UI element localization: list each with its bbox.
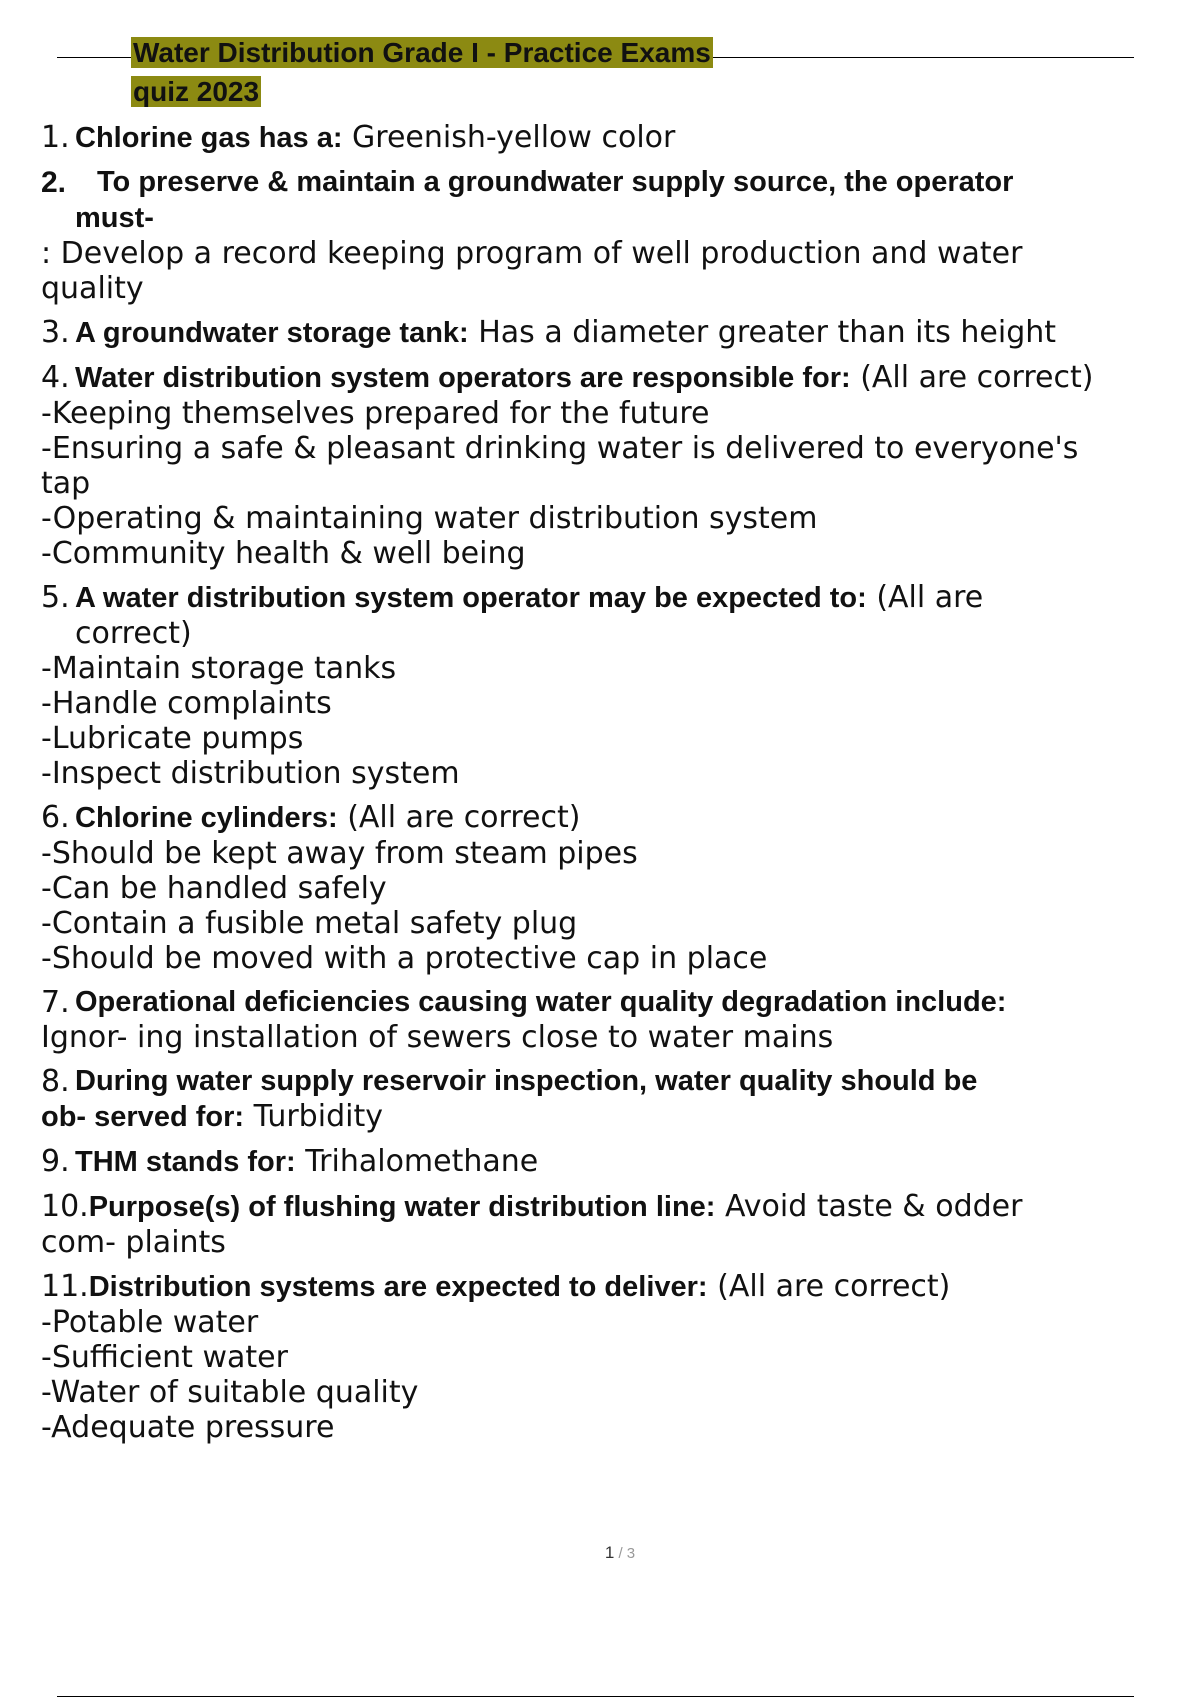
title-line-2: quiz 2023 [133, 76, 260, 107]
answer-text: (All are correct) [337, 800, 581, 835]
answer-text: Greenish-yellow color [342, 120, 676, 155]
question-list [41, 120, 1196, 1454]
answer-text-cont: quality [41, 271, 144, 306]
page-indicator [0, 1543, 1200, 1563]
question-text: Water distribution system operators are responsible for: [75, 362, 851, 394]
question-4 [41, 360, 1196, 571]
question-number: 8. [41, 1064, 70, 1099]
total-pages: / 3 [614, 1545, 636, 1562]
option-item: -Potable water [41, 1305, 259, 1340]
title-line-1: Water Distribution Grade I - Practice Exams [133, 37, 711, 68]
question-number: 11. [41, 1269, 89, 1304]
question-number: 9. [41, 1144, 70, 1179]
option-item: -Contain a fusible metal safety plug [41, 906, 578, 941]
question-5 [41, 580, 1196, 791]
question-number: 1. [41, 120, 70, 155]
question-7 [41, 985, 1196, 1055]
option-item: -Adequate pressure [41, 1410, 335, 1445]
option-item: -Operating & maintaining water distribution system [41, 501, 818, 536]
option-item: -Community health & well being [41, 536, 526, 571]
option-item: -Keeping themselves prepared for the future [41, 396, 710, 431]
option-item: tap [41, 466, 91, 501]
option-item: -Should be kept away from steam pipes [41, 836, 638, 871]
question-9 [41, 1144, 1196, 1180]
question-text: To preserve & maintain a groundwater supply source, the operator [97, 166, 1014, 198]
answer-text: Avoid taste & odder [715, 1189, 1023, 1224]
question-number: 7. [41, 985, 70, 1020]
question-text: A water distribution system operator may be expected to: [75, 582, 867, 614]
question-text: Purpose(s) of flushing water distribution line: [88, 1191, 716, 1223]
answer-text-cont: correct) [75, 616, 192, 651]
option-item: -Ensuring a safe & pleasant drinking water is delivered to everyone's [41, 431, 1079, 466]
question-text: Chlorine gas has a: [75, 122, 343, 154]
option-item: -Water of suitable quality [41, 1375, 419, 1410]
answer-text: Turbidity [244, 1099, 383, 1134]
question-11 [41, 1269, 1196, 1445]
question-text-cont: must- [75, 202, 154, 234]
question-text: Chlorine cylinders: [75, 802, 338, 834]
answer-text: (All are correct) [707, 1269, 951, 1304]
question-number: 4. [41, 360, 70, 395]
question-8 [41, 1064, 1196, 1135]
answer-text: Has a diameter greater than its height [468, 315, 1057, 350]
answer-text: Ignor- ing installation of sewers close to water mains [41, 1020, 834, 1055]
question-3 [41, 315, 1196, 351]
answer-text-cont: com- plaints [41, 1225, 226, 1260]
option-item: -Can be handled safely [41, 871, 387, 906]
bottom-rule [57, 1696, 1134, 1697]
question-number: 3. [41, 315, 70, 350]
question-number: 10. [41, 1189, 89, 1224]
document-title [131, 33, 713, 111]
answer-text: (All are correct) [850, 360, 1094, 395]
question-text: During water supply reservoir inspection, water quality should be [75, 1065, 978, 1097]
question-text: THM stands for: [75, 1146, 296, 1178]
option-item: -Inspect distribution system [41, 756, 460, 791]
answer-text: : Develop a record keeping program of well production and water [41, 236, 1023, 271]
question-text: Operational deficiencies causing water quality degradation include: [75, 986, 1007, 1018]
option-item: -Handle complaints [41, 686, 332, 721]
question-number: 2. [41, 166, 67, 199]
question-1 [41, 120, 1196, 156]
answer-text: Trihalomethane [295, 1144, 539, 1179]
question-6 [41, 800, 1196, 976]
question-number: 6. [41, 800, 70, 835]
answer-text: (All are [866, 580, 984, 615]
option-item: -Lubricate pumps [41, 721, 304, 756]
current-page: 1 [604, 1543, 615, 1562]
question-2 [41, 165, 1196, 306]
option-item: -Sufficient water [41, 1340, 288, 1375]
question-10 [41, 1189, 1196, 1260]
question-text: Distribution systems are expected to deliver: [88, 1271, 708, 1303]
option-item: -Should be moved with a protective cap in place [41, 941, 768, 976]
question-number: 5. [41, 580, 70, 615]
question-text: A groundwater storage tank: [75, 317, 469, 349]
question-text-cont: ob- served for: [41, 1101, 245, 1133]
option-item: -Maintain storage tanks [41, 651, 397, 686]
